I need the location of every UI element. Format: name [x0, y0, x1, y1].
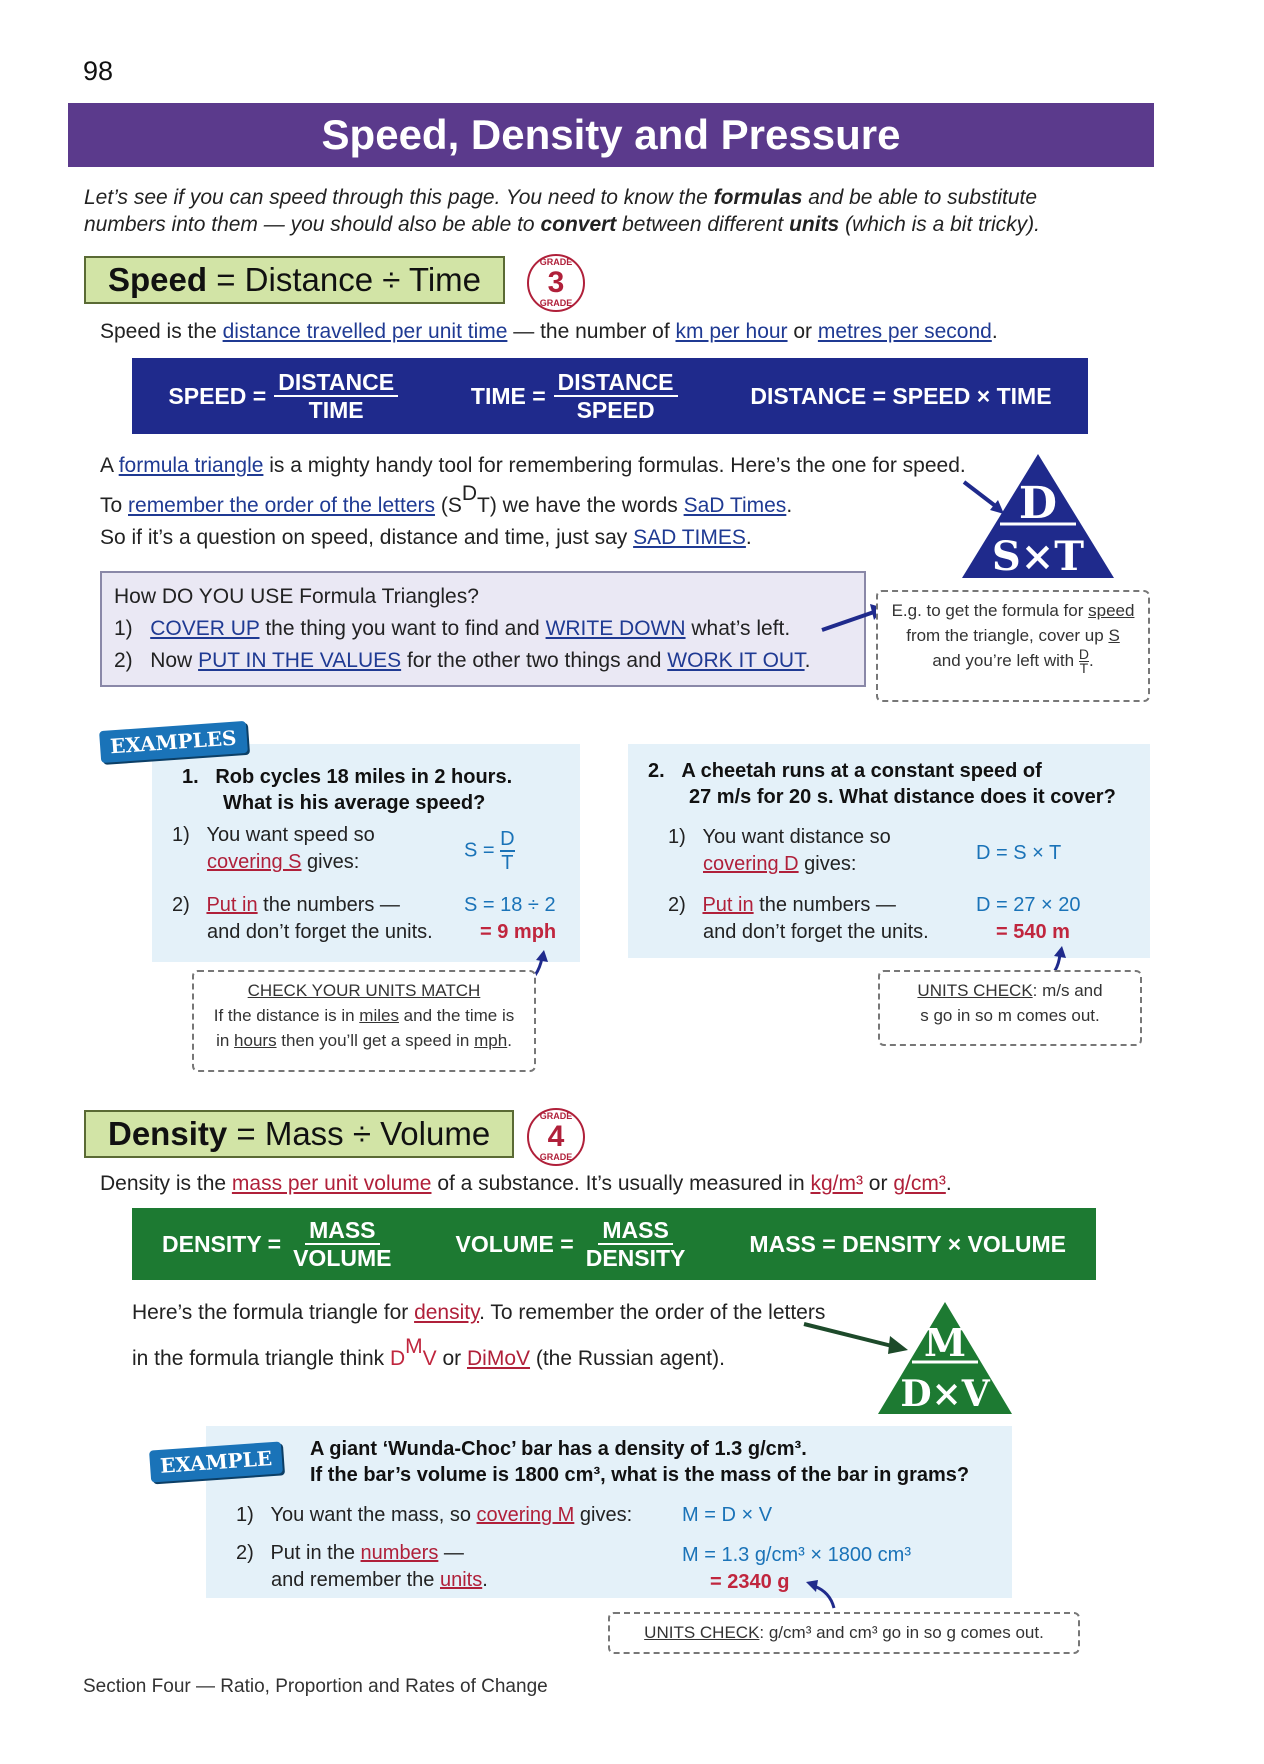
link-numbers[interactable]: numbers	[360, 1542, 439, 1564]
link-metres-per-second[interactable]: metres per second	[817, 320, 992, 343]
example-3-step-1: 1) You want the mass, so covering M gives:	[236, 1504, 633, 1526]
triangle-bottom-dxv: D×V	[900, 1373, 990, 1415]
example-1-question: 1. Rob cycles 18 miles in 2 hours. What is his average speed?	[182, 766, 513, 814]
example-1-step-1: 1) You want speed so covering S gives:	[172, 824, 375, 873]
density-heading: Density = Mass ÷ Volume	[84, 1110, 514, 1158]
page-number: 98	[83, 56, 114, 86]
link-formula-triangle[interactable]: formula triangle	[118, 454, 264, 477]
link-km-per-hour[interactable]: km per hour	[675, 320, 788, 343]
distance-formula: DISTANCE = SPEED × TIME	[750, 382, 1052, 409]
speed-definition: Speed is the distance travelled per unit time — the number of km per hour or metres per second.	[100, 320, 998, 343]
page-title: Speed, Density and Pressure	[68, 103, 1154, 167]
intro-paragraph: Let’s see if you can speed through this page. You need to know the formulas and be able to substitute numbers into them — you should also be able to convert between different units (which is a bit tricky).	[84, 186, 1040, 236]
link-put-in-values[interactable]: PUT IN THE VALUES	[198, 649, 402, 672]
link-write-down[interactable]: WRITE DOWN	[545, 617, 686, 640]
example-2-work-2: D = 27 × 20 = 540 m	[976, 894, 1081, 943]
time-formula: TIME = $\frac{\text{DISTANCE}}{\text{SPEED}}$	[471, 369, 678, 423]
link-work-it-out[interactable]: WORK IT OUT	[667, 649, 805, 672]
link-put-in-1[interactable]: Put in	[206, 894, 258, 916]
example-3-work-2: M = 1.3 g/cm³ × 1800 cm³ = 2340 g	[682, 1544, 911, 1593]
grade-3-badge: GRADE 3 GRADE	[527, 254, 585, 312]
speed-triangle-text: A formula triangle is a mighty handy tool for remembering formulas. Here’s the one for speed. To remember the order of the letters $(S^DT)$ we have the words SaD Times. So if it’s a question on speed, distance and time, just say SAD TIMES.	[100, 454, 966, 549]
grade-4-badge: GRADE 4 GRADE	[527, 1108, 585, 1166]
link-covering-m[interactable]: covering M	[476, 1504, 575, 1526]
speed-formula-band	[132, 358, 1088, 434]
density-triangle-text: Here’s the formula triangle for density. To remember the order of the letters in the formula triangle think $D^MV$ or DiMoV (the Russian agent).	[132, 1301, 826, 1370]
density-formula-triangle	[876, 1300, 1014, 1416]
example-badge: EXAMPLE	[149, 1441, 283, 1482]
speed-formula: SPEED = $\frac{\text{DISTANCE}}{\text{TIME}}$	[168, 369, 398, 423]
volume-formula: VOLUME = $\frac{\text{MASS}}{\text{DENSITY}}$	[455, 1217, 686, 1271]
triangle-bottom-sxt: S×T	[991, 533, 1085, 580]
example-3-step-2: 2) Put in the numbers — and remember the units.	[236, 1542, 488, 1591]
link-density[interactable]: density	[414, 1301, 480, 1324]
speed-heading: Speed = Distance ÷ Time	[84, 256, 505, 304]
check-units-note: CHECK YOUR UNITS MATCH If the distance is in miles and the time is in hours then you’ll get a speed in mph.	[192, 970, 536, 1072]
link-sad-times-caps[interactable]: SAD TIMES	[633, 526, 746, 549]
triangle-top-m: M	[923, 1320, 967, 1365]
example-1-work-2: S = 18 ÷ 2 = 9 mph	[464, 894, 557, 943]
link-put-in-2[interactable]: Put in	[702, 894, 754, 916]
example-1-step-2: 2) Put in the numbers — and don’t forget the units.	[172, 894, 433, 943]
link-dimov[interactable]: DiMoV	[467, 1347, 531, 1370]
density-formula: DENSITY = $\frac{\text{MASS}}{\text{VOLUME}}$	[162, 1217, 392, 1271]
link-mass-per-volume[interactable]: mass per unit volume	[231, 1172, 432, 1195]
link-g-cm3[interactable]: g/cm³	[893, 1172, 946, 1195]
example-3-work-1: M = D × V	[682, 1504, 773, 1526]
link-covering-d[interactable]: covering D	[703, 853, 799, 875]
density-definition: Density is the mass per unit volume of a substance. It’s usually measured in kg/m³ or g/cm³.	[100, 1172, 952, 1195]
section-footer: Section Four — Ratio, Proportion and Rates of Change	[83, 1676, 548, 1697]
arrow-to-units-note-3	[804, 1576, 840, 1612]
example-2-question: 2. A cheetah runs at a constant speed of 27 m/s for 20 s. What distance does it cover?	[648, 760, 1116, 808]
example-2-step-1: 1) You want distance so covering D gives:	[668, 826, 891, 875]
examples-badge: EXAMPLES	[99, 721, 247, 763]
units-check-note-2: UNITS CHECK: m/s and s go in so m comes out.	[878, 970, 1142, 1046]
units-check-note-3: UNITS CHECK: g/cm³ and cm³ go in so g comes out.	[608, 1612, 1080, 1654]
example-2-work-1: D = S × T	[976, 842, 1062, 864]
link-distance-per-time[interactable]: distance travelled per unit time	[222, 320, 508, 343]
how-to-use-triangles-box: How DO YOU USE Formula Triangles? 1) COVER UP the thing you want to find and WRITE DOWN what’s left. 2) Now PUT IN THE VALUES for the other two things and WORK IT OUT.	[100, 571, 866, 687]
example-1-work-1: S = $\frac{D}{T}$	[464, 828, 515, 874]
cover-up-example-note: E.g. to get the formula for speed from the triangle, cover up S and you’re left with $\frac{D}{T}$ .	[876, 590, 1150, 702]
triangle-top-d: D	[1018, 478, 1058, 529]
link-covering-s[interactable]: covering S	[207, 851, 302, 873]
mass-formula: MASS = DENSITY × VOLUME	[749, 1230, 1066, 1257]
example-2-step-2: 2) Put in the numbers — and don’t forget the units.	[668, 894, 929, 943]
link-kg-m3[interactable]: kg/m³	[810, 1172, 863, 1195]
speed-formula-triangle	[960, 452, 1116, 580]
density-formula-band	[132, 1208, 1096, 1280]
example-3-question: A giant ‘Wunda-Choc’ bar has a density of 1.3 g/cm³. If the bar’s volume is 1800 cm³, what is the mass of the bar in grams?	[310, 1438, 970, 1486]
link-cover-up[interactable]: COVER UP	[150, 617, 260, 640]
link-remember-order[interactable]: remember the order of the letters	[128, 494, 435, 517]
link-sad-times[interactable]: SaD Times	[683, 494, 787, 517]
link-units[interactable]: units	[439, 1569, 483, 1591]
